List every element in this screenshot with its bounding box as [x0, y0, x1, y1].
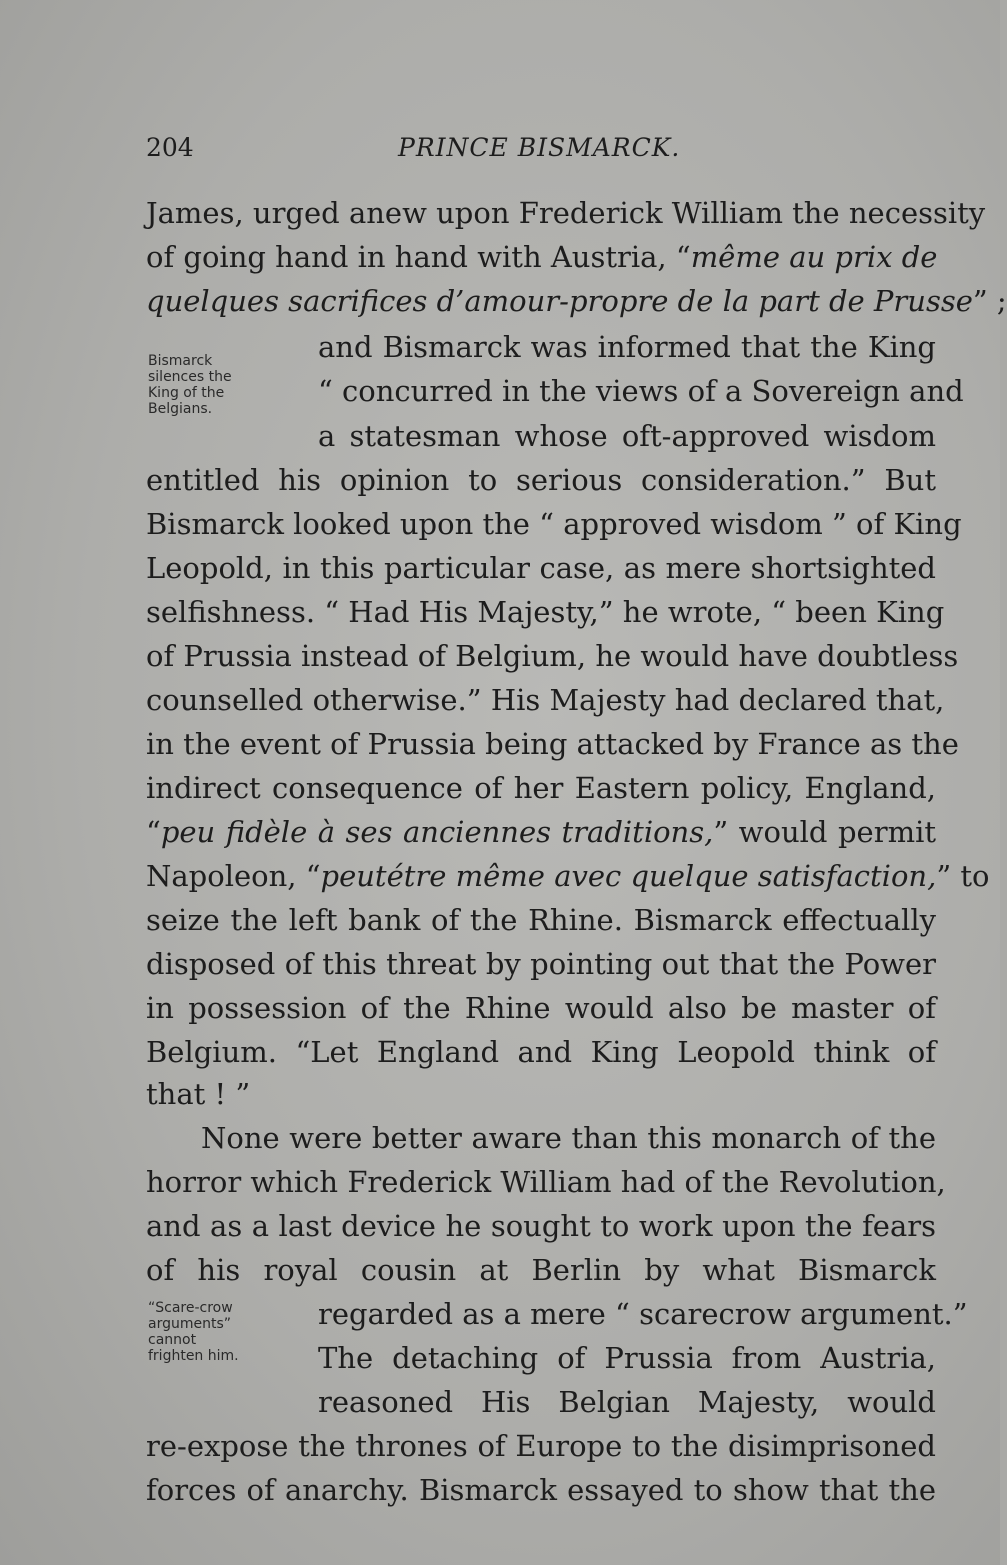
- italic-text-run: peutétre même avec quelque satisfaction,: [320, 859, 937, 893]
- text-line: [146, 634, 959, 678]
- margin-note-line: Bismarck: [148, 353, 213, 369]
- text-run: and as a last device he sought to work upon the fears: [146, 1209, 936, 1243]
- italic-text-run: même au prix de: [690, 240, 938, 274]
- text-run: re-expose the thrones of Europe to the disimprisoned: [146, 1429, 936, 1463]
- text-line: [146, 1204, 936, 1248]
- margin-note-line: arguments”: [148, 1316, 232, 1332]
- text-line: [146, 1116, 936, 1160]
- text-run: None were better aware than this monarch of the: [201, 1121, 936, 1155]
- text-line: [146, 722, 959, 766]
- text-run: regarded as a mere “ scarecrow argument.”: [318, 1297, 968, 1331]
- text-line: [146, 546, 936, 590]
- margin-note-line: silences the: [148, 369, 232, 385]
- margin-note-line: King of the: [148, 385, 225, 401]
- text-run: Napoleon, “: [146, 859, 321, 893]
- page-header: [146, 133, 936, 173]
- text-line: [318, 369, 964, 413]
- text-line: [146, 1030, 936, 1074]
- margin-note-line: “Scare-crow: [148, 1300, 233, 1316]
- text-run: reasoned His Belgian Majesty, would: [318, 1385, 936, 1419]
- text-line: [146, 766, 936, 810]
- text-run: “ concurred in the views of a Sovereign and: [318, 374, 964, 408]
- text-run: indirect consequence of her Eastern policy, England,: [146, 771, 936, 805]
- text-run: Belgium. “Let England and King Leopold think of: [146, 1035, 936, 1069]
- text-line: [146, 1468, 936, 1512]
- text-run: in possession of the Rhine would also be master of: [146, 991, 936, 1025]
- text-run: ” to: [936, 859, 990, 893]
- text-run: The detaching of Prussia from Austria,: [318, 1341, 936, 1375]
- margin-note-line: cannot: [148, 1332, 197, 1348]
- text-run: horror which Frederick William had of the Revolution,: [146, 1165, 946, 1199]
- margin-note-line: frighten him.: [148, 1348, 239, 1364]
- text-line: [146, 590, 945, 634]
- text-run: disposed of this threat by pointing out that the Power: [146, 947, 936, 981]
- text-line: [146, 458, 936, 502]
- text-line: [318, 1380, 936, 1424]
- text-line: [146, 898, 936, 942]
- text-run: entitled his opinion to serious consideration.” But: [146, 463, 936, 497]
- text-run: of going hand in hand with Austria, “: [146, 240, 691, 274]
- text-run: James, urged anew upon Frederick William the necessity: [146, 196, 986, 230]
- text-line: [146, 235, 936, 279]
- text-line: [318, 1336, 936, 1380]
- text-run: ” ;: [972, 284, 1007, 318]
- text-run: that ! ”: [146, 1077, 251, 1111]
- text-line: [146, 1072, 936, 1116]
- text-line: [146, 986, 936, 1030]
- text-line: [146, 854, 990, 898]
- text-run: Bismarck looked upon the “ approved wisdom ” of King: [146, 507, 962, 541]
- text-line: [146, 1248, 936, 1292]
- text-line: [146, 279, 1007, 323]
- text-run: of Prussia instead of Belgium, he would have doubtless: [146, 639, 959, 673]
- text-line: [318, 325, 936, 369]
- text-run: a statesman whose oft-approved wisdom: [318, 419, 936, 453]
- text-line: [146, 1160, 946, 1204]
- margin-note-line: Belgians.: [148, 401, 213, 417]
- text-line: [146, 502, 962, 546]
- text-line: [146, 1424, 936, 1468]
- text-run: in the event of Prussia being attacked by France as the: [146, 727, 959, 761]
- text-run: Leopold, in this particular case, as mere shortsighted: [146, 551, 936, 585]
- text-run: ” would permit: [713, 815, 936, 849]
- text-line: [146, 942, 936, 986]
- text-line: [146, 810, 936, 854]
- page-number: 204: [146, 133, 194, 162]
- margin-note-scarecrow-arguments: [148, 1300, 298, 1364]
- text-run: and Bismarck was informed that the King: [318, 330, 936, 364]
- text-run: selfishness. “ Had His Majesty,” he wrote, “ been King: [146, 595, 945, 629]
- text-line: [146, 678, 945, 722]
- text-line: [318, 414, 936, 458]
- margin-note-bismarck-silences-king: [148, 353, 298, 417]
- text-line: [318, 1292, 968, 1336]
- text-run: of his royal cousin at Berlin by what Bismarck: [146, 1253, 936, 1287]
- italic-text-run: quelques sacrifices d’amour-propre de la part de Prusse: [146, 284, 973, 318]
- text-run: seize the left bank of the Rhine. Bismarck effectually: [146, 903, 936, 937]
- text-run: “: [146, 815, 161, 849]
- text-line: [146, 191, 986, 235]
- running-head: PRINCE BISMARCK.: [398, 133, 681, 162]
- text-run: forces of anarchy. Bismarck essayed to show that the: [146, 1473, 936, 1507]
- italic-text-run: peu fidèle à ses anciennes traditions,: [160, 815, 714, 849]
- text-run: counselled otherwise.” His Majesty had declared that,: [146, 683, 945, 717]
